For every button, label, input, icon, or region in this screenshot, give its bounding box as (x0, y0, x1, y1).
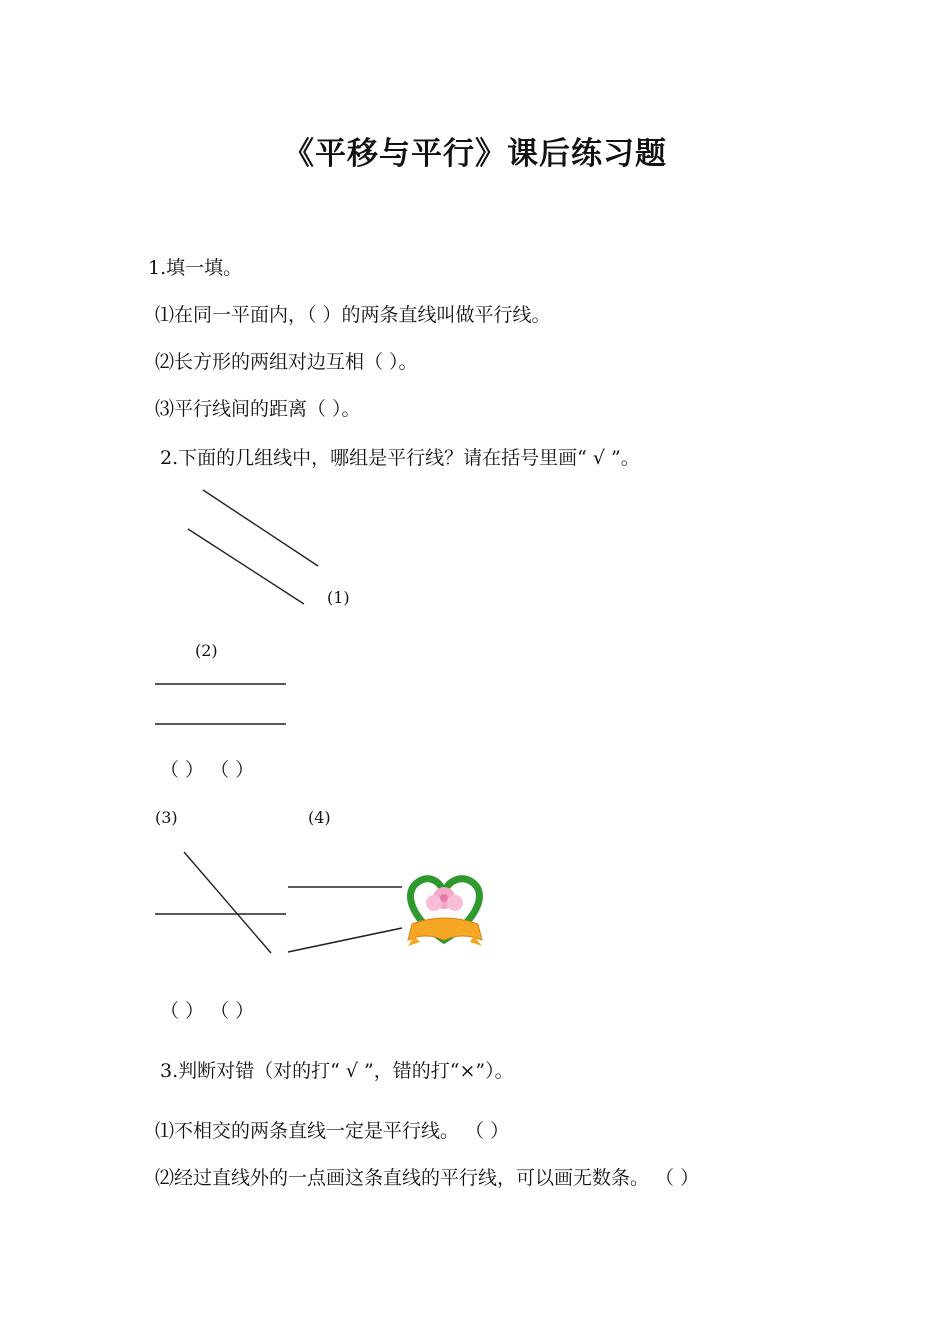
figure-3-label: (3) (155, 808, 178, 827)
q1-item-3: ⑶平行线间的距离（ ）。 (155, 398, 361, 420)
figure-2-label: (2) (195, 641, 218, 660)
figure-1-line-b (188, 529, 304, 604)
q3-item-1: ⑴不相交的两条直线一定是平行线。 （ ） (155, 1120, 510, 1142)
q2-answer-row-1: （ ） （ ） (160, 759, 255, 781)
q3-heading: 3.判断对错（对的打“ √ ”，错的打“×”）。 (160, 1060, 514, 1082)
q3-item-2: ⑵经过直线外的一点画这条直线的平行线，可以画无数条。 （ ） (155, 1167, 700, 1189)
figure-4-label: (4) (308, 808, 331, 827)
q2-heading: 2.下面的几组线中，哪组是平行线？请在括号里画“ √ ”。 (160, 447, 640, 469)
q1-item-2: ⑵长方形的两组对边互相（ ）。 (155, 351, 418, 373)
q1-heading: 1.填一填。 (148, 257, 243, 279)
heart-flower-icon (408, 879, 482, 946)
figure-3-line-slanted (184, 852, 271, 953)
figure-1-line-a (203, 490, 318, 566)
page-title: 《平移与平行》课后练习题 (283, 136, 667, 172)
figure-1-label: (1) (327, 588, 350, 607)
q2-answer-row-2: （ ） （ ） (160, 1000, 255, 1022)
figure-4-line-slanted (288, 928, 402, 952)
q1-item-1: ⑴在同一平面内，（ ）的两条直线叫做平行线。 (155, 304, 551, 326)
